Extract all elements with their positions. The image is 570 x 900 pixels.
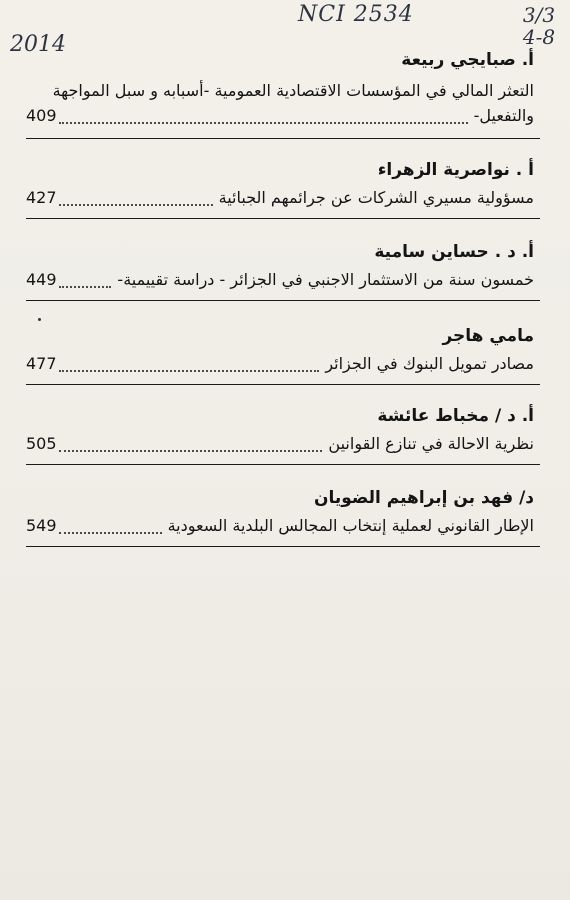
handwritten-year: 2014 <box>10 32 66 57</box>
toc-title: الإطار القانوني لعملية إنتخاب المجالس البلدية السعودية <box>167 516 534 535</box>
toc-divider <box>26 464 540 465</box>
toc-leader-dots <box>59 108 468 124</box>
toc-page-number: 427 <box>26 188 57 207</box>
toc-page-number: 477 <box>26 354 57 373</box>
toc-entry <box>26 326 534 382</box>
handwritten-volume-bottom: 4-8 <box>522 25 556 49</box>
toc-divider <box>26 546 540 547</box>
toc-leader-dots <box>59 356 320 372</box>
toc-leader-dots <box>59 436 323 452</box>
toc-line <box>26 516 534 544</box>
toc-author: أ. د . حساين سامية <box>374 242 534 262</box>
toc-entry <box>26 50 534 134</box>
toc-leader-dots <box>59 190 213 206</box>
toc-leader-dots <box>59 272 112 288</box>
handwritten-volume-top: 3/3 <box>522 3 556 27</box>
toc-entry <box>26 406 534 462</box>
toc-page-number: 505 <box>26 434 57 453</box>
toc-divider <box>26 384 540 385</box>
toc-divider <box>26 300 540 301</box>
toc-line <box>26 106 534 134</box>
toc-author: د/ فهد بن إبراهيم الضويان <box>313 488 534 508</box>
toc-title: خمسون سنة من الاستثمار الاجنبي في الجزائر - دراسة تقييمية- <box>117 270 534 289</box>
toc-line <box>26 270 534 298</box>
toc-divider <box>26 218 540 219</box>
toc-title: نظرية الاحالة في تنازع القوانين <box>328 434 534 453</box>
toc-page-number: 409 <box>26 106 57 125</box>
toc-page-number: 549 <box>26 516 57 535</box>
toc-author: مامي هاجر <box>442 326 534 346</box>
toc-line <box>26 434 534 462</box>
toc-leader-dots <box>59 518 162 534</box>
toc-divider <box>26 138 540 139</box>
handwritten-volume-note <box>512 4 566 48</box>
toc-page-number: 449 <box>26 270 57 289</box>
toc-line <box>26 354 534 382</box>
handwritten-catalog-number: NCI 2534 <box>298 2 414 27</box>
toc-line <box>26 188 534 216</box>
toc-author: أ. صبايجي ربيعة <box>401 50 534 70</box>
toc-author: أ . نواصرية الزهراء <box>377 160 534 180</box>
toc-entry <box>26 242 534 298</box>
toc-entry <box>26 488 534 544</box>
toc-title: مسؤولية مسيري الشركات عن جرائمهم الجبائية <box>218 188 534 207</box>
paper-speck <box>38 318 41 321</box>
toc-title-line: التعثر المالي في المؤسسات الاقتصادية العمومية -أسبابه و سبل المواجهة <box>52 81 534 100</box>
toc-title-line: والتفعيل- <box>473 106 534 125</box>
toc-author: أ. د / مخباط عائشة <box>377 406 534 426</box>
toc-title: مصادر تمويل البنوك في الجزائر <box>325 354 534 373</box>
toc-entry <box>26 160 534 216</box>
